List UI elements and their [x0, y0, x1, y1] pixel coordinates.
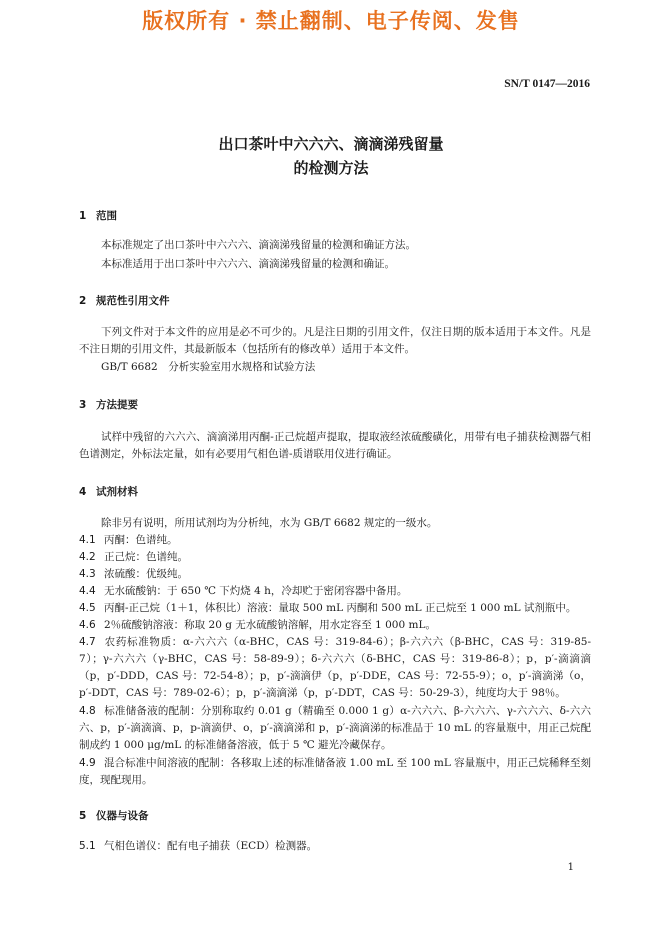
item-text: 正己烷：色谱纯。 — [104, 551, 188, 563]
section-heading-method-summary — [79, 397, 138, 412]
item-text: 2％硫酸钠溶液：称取 20 g 无水硫酸钠溶解，用水定容至 1 000 mL。 — [104, 619, 436, 631]
document-title-line1: 出口茶叶中六六六、滴滴涕残留量 — [218, 135, 444, 153]
section-heading-apparatus — [79, 808, 149, 823]
item-text: 丙酮：色谱纯。 — [104, 534, 178, 546]
item-text: 无水硫酸钠：于 650 ℃ 下灼烧 4 h，冷却贮于密闭容器中备用。 — [104, 585, 408, 597]
reagent-item-4-3 — [79, 566, 591, 583]
scope-paragraph-1: 本标准规定了出口茶叶中六六六、滴滴涕残留量的检测和确证方法。 — [101, 239, 416, 251]
reagent-item-4-8 — [79, 703, 591, 754]
section-title: 规范性引用文件 — [96, 295, 170, 307]
item-number: 4.4 — [79, 585, 96, 597]
section-heading-scope — [79, 208, 117, 223]
reagent-item-4-7 — [79, 634, 591, 702]
reagent-item-4-1 — [79, 532, 591, 549]
copyright-watermark: 版权所有 · 禁止翻制、电子传阅、发售 — [142, 9, 520, 33]
apparatus-item-5-1 — [79, 838, 591, 855]
item-text: 标准储备液的配制：分别称取约 0.01 g（精确至 0.000 1 g）α-六六六、β-六六六、γ-六六六、δ-六六六、p，p′-滴滴滴、p，p-滴滴伊、o，p′-滴滴涕和 p，p′-滴滴涕的标准品于 10 mL 的容量瓶中，用正己烷配制成约 1 000 μg/mL 的标准储备溶液，低于 5 ℃ 避光冷藏保存。 — [79, 705, 591, 751]
reagent-item-4-9 — [79, 755, 591, 789]
item-number: 4.3 — [79, 568, 96, 580]
item-number: 4.5 — [79, 602, 96, 614]
section-title: 试剂材料 — [96, 486, 138, 498]
item-number: 4.8 — [79, 705, 96, 717]
reagent-item-4-6 — [79, 617, 591, 634]
item-number: 4.2 — [79, 551, 96, 563]
method-summary-paragraph: 试样中残留的六六六、滴滴涕用丙酮-正己烷超声提取，提取液经浓硫酸磺化，用带有电子捕获检测器气相色谱测定，外标法定量，如有必要用气相色谱-质谱联用仪进行确证。 — [79, 431, 591, 460]
document-title-line2: 的检测方法 — [293, 159, 369, 177]
reference-gbt6682: GB/T 6682 分析实验室用水规格和试验方法 — [101, 361, 316, 373]
section-number: 4 — [79, 486, 87, 498]
item-number: 4.1 — [79, 534, 96, 546]
item-text: 气相色谱仪：配有电子捕获（ECD）检测器。 — [104, 840, 318, 852]
reagent-item-4-2 — [79, 549, 591, 566]
reagent-item-4-4 — [79, 583, 591, 600]
section-title: 仪器与设备 — [96, 810, 149, 822]
item-number: 4.7 — [79, 636, 96, 648]
references-paragraph: 下列文件对于本文件的应用是必不可少的。凡是注日期的引用文件，仅注日期的版本适用于本文件。凡是不注日期的引用文件，其最新版本（包括所有的修改单）适用于本文件。 — [79, 326, 591, 355]
section-heading-reagents — [79, 484, 138, 499]
item-text: 浓硫酸：优级纯。 — [104, 568, 188, 580]
item-text: 农药标准物质：α-六六六（α-BHC，CAS 号：319-84-6）；β-六六六（β-BHC，CAS 号：319-85-7）；γ-六六六（γ-BHC，CAS 号：58-89-9）；δ-六六六（δ-BHC，CAS 号：319-86-8）；p，p′-滴滴滴（p，p′-DDD，CAS 号：72-54-8）；p，p′-滴滴伊（p，p′-DDE，CAS 号：72-55-9）；o，p′-滴滴涕（o，p′-DDT，CAS 号：789-02-6）；p，p′-滴滴涕（p，p′-DDT，CAS 号：50-29-3），纯度均大于 98％。 — [79, 636, 591, 699]
reagents-intro: 除非另有说明，所用试剂均为分析纯，水为 GB/T 6682 规定的一级水。 — [101, 517, 438, 529]
item-text: 丙酮-正己烷（1＋1，体积比）溶液：量取 500 mL 丙酮和 500 mL 正己烷至 1 000 mL 试剂瓶中。 — [104, 602, 577, 614]
section-number: 3 — [79, 399, 87, 411]
section-number: 2 — [79, 295, 87, 307]
page-number: 1 — [567, 862, 574, 873]
item-text: 混合标准中间溶液的配制：各移取上述的标准储备液 1.00 mL 至 100 mL 容量瓶中，用正己烷稀释至刻度，现配现用。 — [79, 757, 591, 786]
standard-code: SN/T 0147—2016 — [504, 78, 590, 90]
section-title: 方法提要 — [96, 399, 138, 411]
section-heading-normative-references — [79, 293, 170, 308]
section-title: 范围 — [96, 210, 117, 222]
item-number: 4.9 — [79, 757, 96, 769]
item-number: 4.6 — [79, 619, 96, 631]
reagent-item-4-5 — [79, 600, 591, 617]
section-number: 5 — [79, 810, 87, 822]
section-number: 1 — [79, 210, 87, 222]
scope-paragraph-2: 本标准适用于出口茶叶中六六六、滴滴涕残留量的检测和确证。 — [101, 258, 395, 270]
item-number: 5.1 — [79, 840, 96, 852]
